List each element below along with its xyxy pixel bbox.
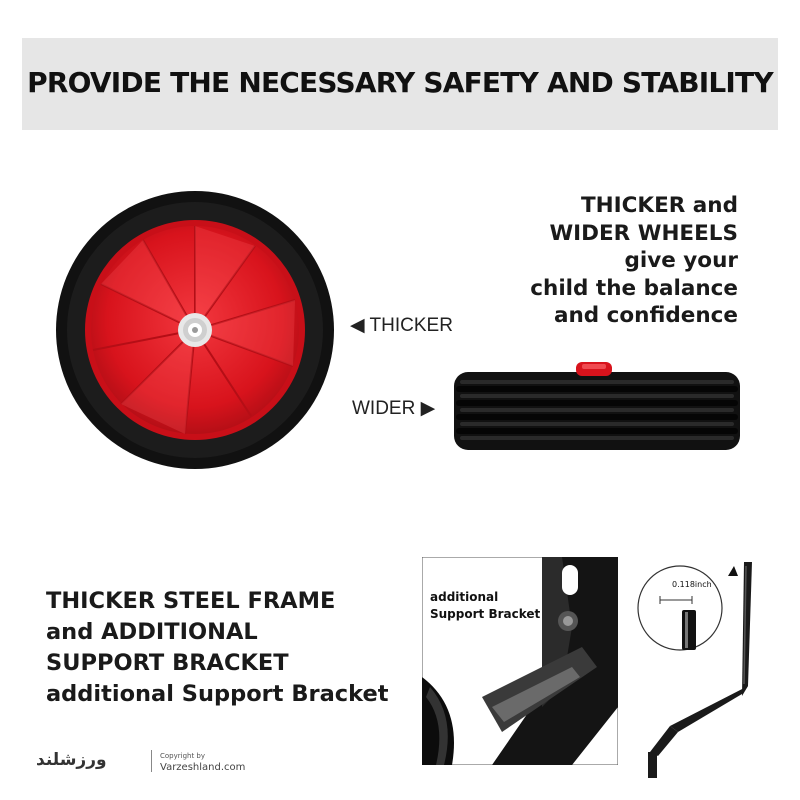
wider-label: WIDER ▶ (352, 398, 436, 419)
frame-line: and ADDITIONAL (46, 619, 258, 645)
thicker-label: ◀ THICKER (350, 315, 453, 336)
banner-title: PROVIDE THE NECESSARY SAFETY AND STABILITY (27, 66, 773, 99)
watermark-copyright: Copyright by (160, 752, 206, 760)
watermark-site: Varzeshland.com (160, 762, 246, 773)
benefit-text (530, 192, 738, 330)
benefit-line: WIDER WHEELS (549, 220, 738, 246)
frame-tube-photo (630, 556, 760, 778)
wheel-front-image (55, 190, 335, 470)
frame-line: SUPPORT BRACKET (46, 650, 289, 676)
benefit-line: child the balance (530, 275, 738, 301)
frame-text (46, 586, 389, 710)
frame-line: additional Support Bracket (46, 681, 389, 707)
frame-line: THICKER STEEL FRAME (46, 588, 336, 614)
watermark (36, 748, 246, 778)
wheel-side-image (452, 358, 742, 452)
benefit-line: and confidence (553, 303, 738, 328)
title-banner (22, 38, 778, 130)
bracket-label-line: Support Bracket (430, 607, 541, 621)
benefit-line: THICKER and (580, 193, 738, 218)
bracket-label-line: additional (430, 590, 499, 604)
watermark-brand: ورزشلند (36, 750, 107, 770)
watermark-divider (151, 750, 152, 772)
measure-label: 0.118inch (672, 580, 712, 589)
benefit-line: give your (624, 248, 738, 273)
bracket-label (430, 589, 540, 623)
